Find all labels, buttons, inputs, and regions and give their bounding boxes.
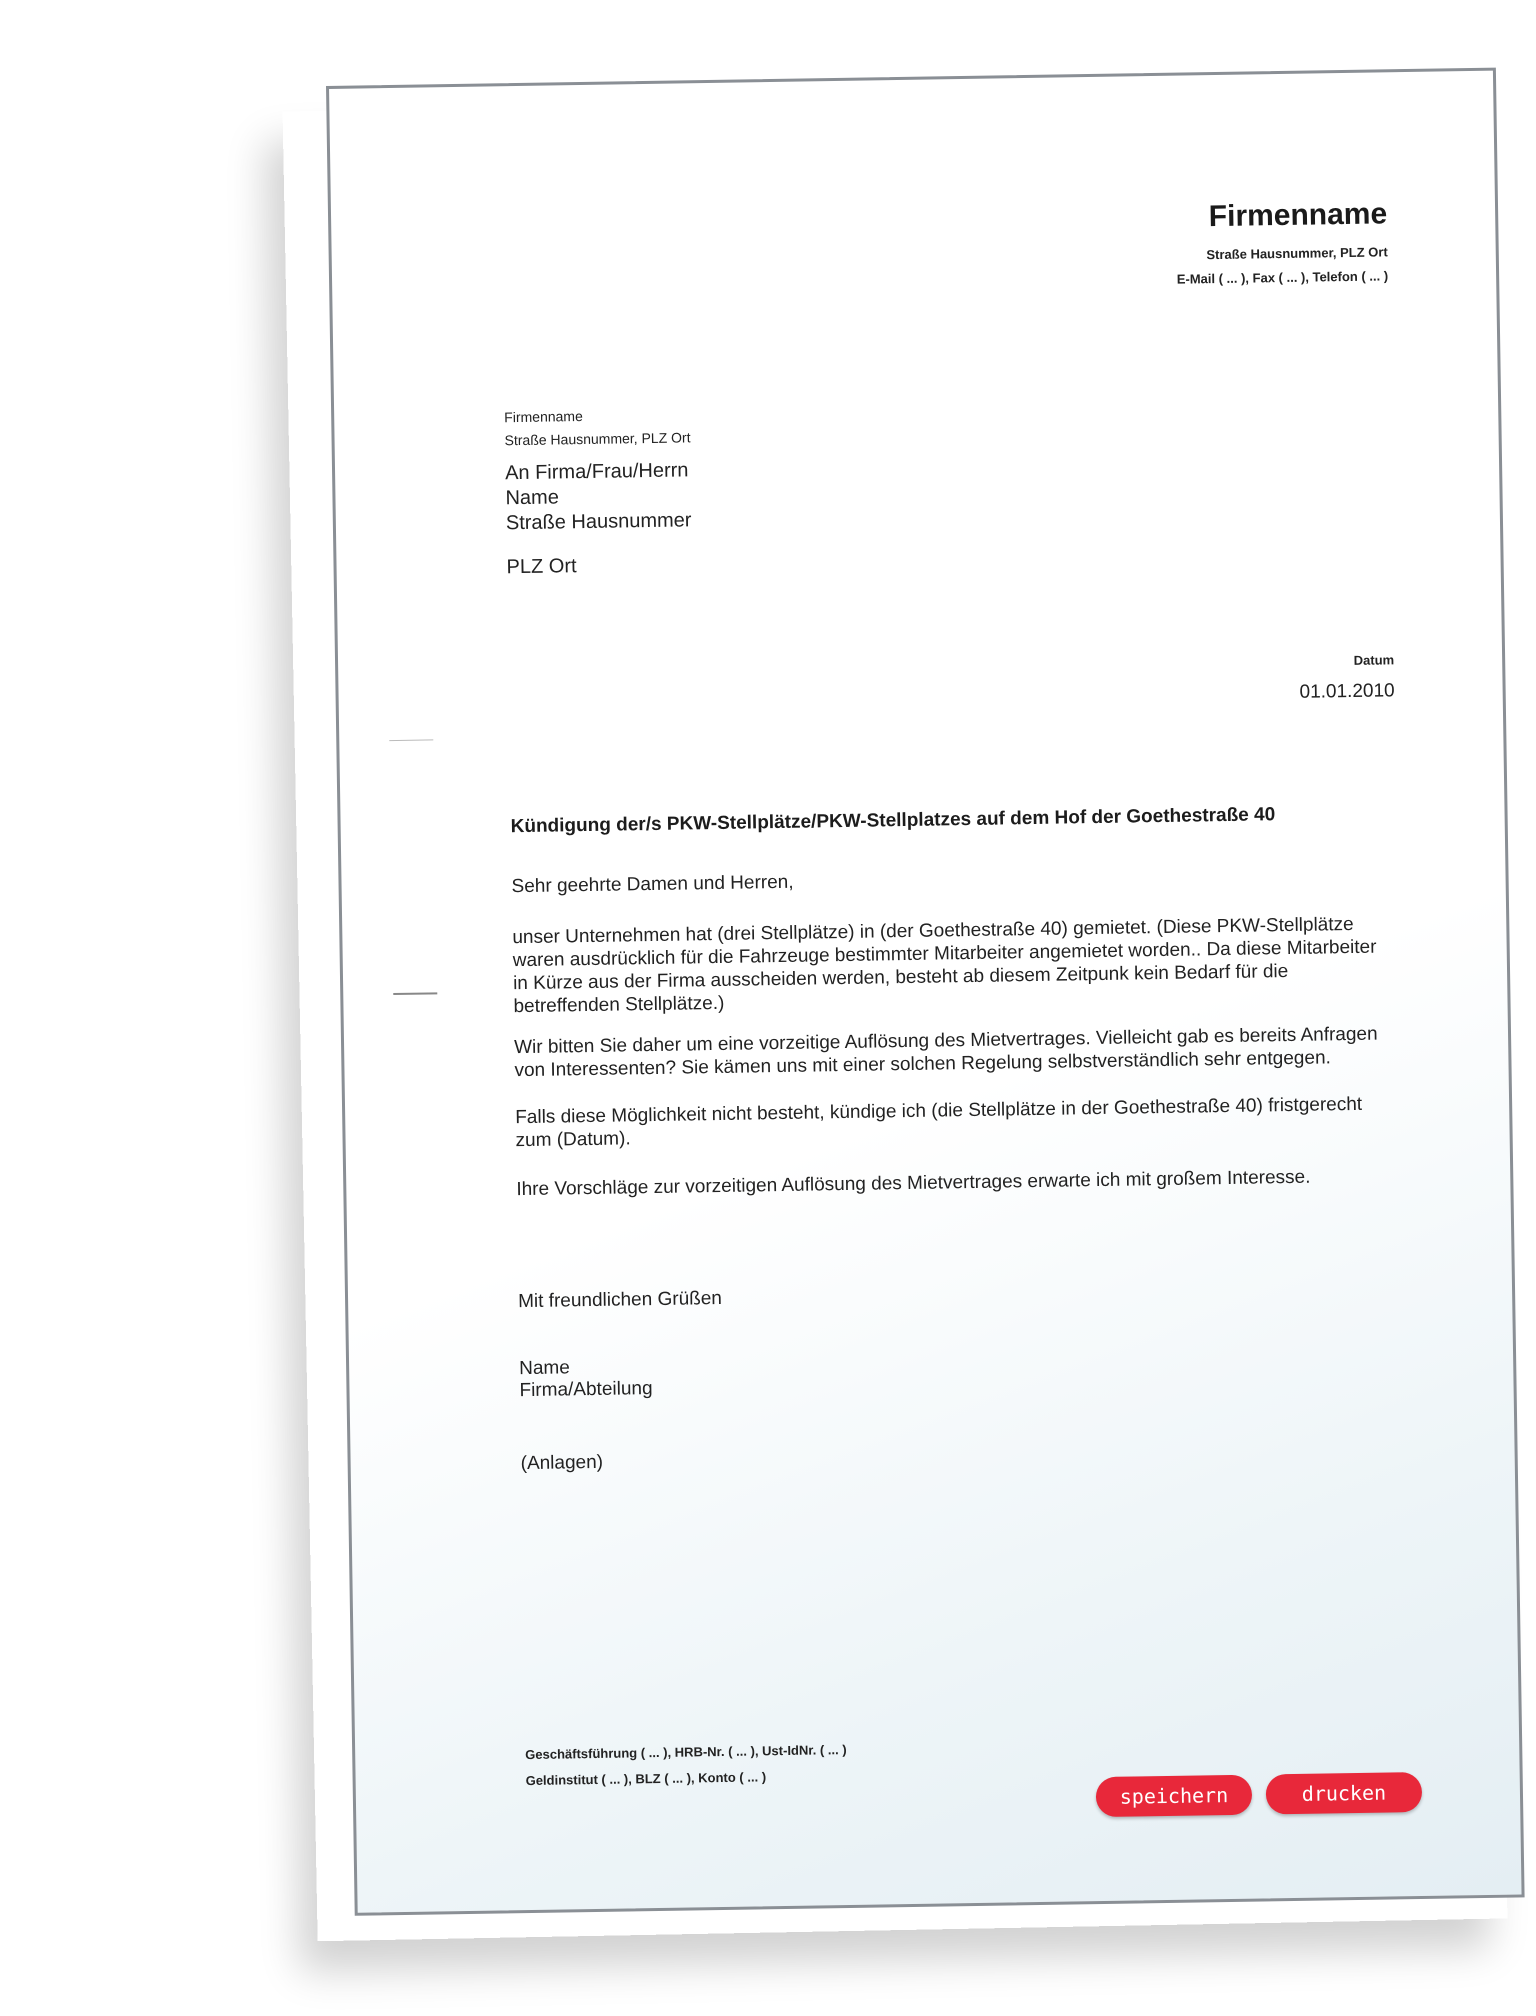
signature-department: Firma/Abteilung [519,1378,653,1402]
recipient-block [505,458,692,536]
recipient-line2: Name [505,486,560,510]
subject-line: Kündigung der/s PKW-Stellplätze/PKW-Stellplatzes auf dem Hof der Goethestraße 40 [510,804,1276,838]
letterhead-contact: E-Mail ( ... ), Fax ( ... ), Telefon ( ... ) [1176,268,1389,287]
letter-page [326,68,1525,1916]
fold-mark-middle [393,992,437,995]
date-value: 01.01.2010 [1299,680,1395,703]
footer [525,1737,847,1794]
letterhead-address: Straße Hausnummer, PLZ Ort [1206,244,1388,263]
attachments-note: (Anlagen) [520,1451,604,1475]
sender-address: Straße Hausnummer, PLZ Ort [504,429,691,449]
letterhead-company-name: Firmenname [1208,197,1388,234]
body-paragraph: Falls diese Möglichkeit nicht besteht, kündige ich (die Stellplätze in der Goethestraße 40) fristgerecht zum (Datum). [515,1093,1363,1152]
recipient-city: PLZ Ort [506,555,577,579]
date-label: Datum [1353,652,1395,668]
sender-name: Firmenname [504,408,583,426]
closing: Mit freundlichen Grüßen [517,1287,723,1313]
salutation: Sehr geehrte Damen und Herren, [511,871,794,898]
save-button[interactable]: speichern [1096,1775,1253,1817]
footer-line1: Geschäftsführung ( ... ), HRB-Nr. ( ... ), Ust-IdNr. ( ... ) [525,1742,847,1763]
body-paragraph: Ihre Vorschläge zur vorzeitigen Auflösung des Mietvertrages erwarte ich mit großem Interesse. [516,1166,1311,1201]
body-paragraph: Wir bitten Sie daher um eine vorzeitige Auflösung des Mietvertrages. Vielleicht gab es bereits Anfragen von Interessenten? Sie kämen uns mit einer solchen Regelung selbstverständlich sehr entgegen. [513,1023,1378,1082]
signature-name: Name [519,1357,571,1380]
signature-block [519,1356,653,1402]
print-button[interactable]: drucken [1266,1772,1423,1814]
recipient-line3: Straße Hausnummer [505,509,692,535]
recipient-line1: An Firma/Frau/Herrn [504,459,689,485]
footer-line2: Geldinstitut ( ... ), BLZ ( ... ), Konto ( ... ) [525,1769,767,1789]
body-paragraph: unser Unternehmen hat (drei Stellplätze) in (der Goethestraße 40) gemietet. (Diese PKW-Stellplätze waren ausdrücklich für die Fahrzeuge bestimmter Mitarbeiter angemietet worden.. Da diese Mitarbeiter in Kürze aus der Firma ausscheiden werden, besteht ab diesem Zeitpunk kein Bedarf für die betreffenden Stellplätze.) [512,913,1377,1018]
fold-mark-top [389,739,433,741]
